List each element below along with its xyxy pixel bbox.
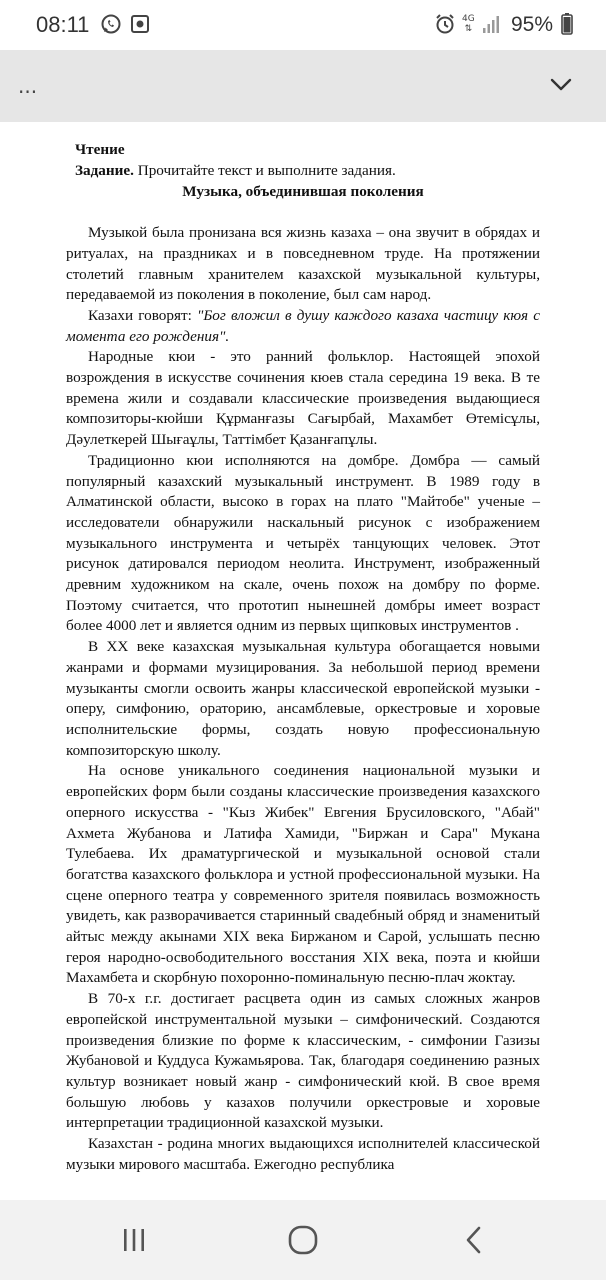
paragraph-5: В XX веке казахская музыкальная культура обогащается новыми жанрами и формами музицирования. За небольшой период времени музыканты смогли освоить жанры классической европейской музыки - оперу, симфонию, ораторию, ансамблевые, оркестровые и хоровые исполнительские формы, создать новую профессиональную композиторскую школу. <box>66 638 540 759</box>
task-text: Прочитайте текст и выполните задания. <box>133 161 396 179</box>
paragraph-8: Казахстан - родина многих выдающихся исполнителей классической музыки мирового масштаба. Ежегодно республика <box>66 1135 540 1173</box>
paragraph-6: На основе уникального соединения национальной музыки и европейских форм были созданы классические произведения казахского оперного искусства - "Кыз Жибек" Евгения Брусиловского, "Абай" Ахмета Жубанова и Латифа Хамиди, "Биржан и Сара" Мукана Тулебаева. Их драматургической и музыкальной основой стали богатства казахского фольклора и устной профессиональной музыки. На сцене оперного театра у современного зрителя появилась возможность увидеть, как разворачивается старинный свадебный обряд и знаменитый айтыс между акынами XIX века Биржаном и Сарой, услышать песню героя народно-освободительного восстания XIX века, поэта и кюйши Махамбета и скорбную похоронно-поминальную песню-плач жоктау. <box>66 762 540 987</box>
recent-apps-icon[interactable] <box>104 1222 164 1258</box>
back-icon[interactable] <box>444 1222 504 1258</box>
network-type: 4G <box>462 14 475 24</box>
paragraph-2 <box>66 306 540 347</box>
screen-record-icon <box>130 12 150 36</box>
task-label: Задание. <box>75 161 134 179</box>
quote-lead: Казахи говорят: <box>88 306 197 324</box>
signal-bars-icon <box>482 12 500 36</box>
paragraph-3: Народные кюи - это ранний фольклор. Настоящей эпохой возрождения в искусстве сочинения кюев стала середина 19 века. В те времена жили и создавали классические произведения выдающиеся композиторы-кюйши Құрманғазы Сағырбай, Махамбет Өтемісұлы, Дәулеткерей Шығаұлы, Таттімбет Қазанғапұлы. <box>66 348 540 449</box>
paragraph-4: Традиционно кюи исполняются на домбре. Домбра — самый популярный казахский музыкальный инструмент. В 1989 году в Алматинской области, высоко в горах на плато "Майтобе" ученые – исследователи обнаружили наскальный рисунок с изображением музыкального инструмента и четырёх танцующих человек. Этот рисунок датировался периодом неолита. Инструмент, изображенный древним художником на скале, очень похож на домбру по форме. Поэтому считается, что прототип нынешней домбры имеет возраст более 4000 лет и является одним из первых щипковых инструментов . <box>66 451 540 635</box>
chevron-down-icon[interactable] <box>546 72 576 98</box>
more-options-button[interactable]: ... <box>18 74 38 98</box>
paragraph-1: Музыкой была пронизана вся жизнь казаха – она звучит в обрядах и ритуалах, на праздниках и в повседневном труде. На протяжении столетий главным хранителем казахской музыкальной культуры, передаваемой из поколения в поколение, был сам народ. <box>66 224 540 304</box>
4g-signal-icon: 4G ⇅ <box>462 14 475 34</box>
home-icon[interactable] <box>273 1222 333 1258</box>
document-title: Музыка, объединившая поколения <box>182 183 424 201</box>
whatsapp-icon <box>100 12 122 36</box>
battery-icon <box>561 12 573 36</box>
clock: 08:11 <box>36 12 90 37</box>
viewer-toolbar <box>0 50 606 122</box>
battery-percent: 95% <box>511 13 554 36</box>
navigation-bar <box>0 1200 606 1280</box>
task-line <box>75 161 540 182</box>
document-page[interactable] <box>0 122 606 1200</box>
alarm-icon <box>434 12 456 36</box>
paragraph-7: В 70-х г.г. достигает расцвета один из самых сложных жанров европейской инструментальной музыки – симфонический. Создаются произведения близкие по форме к классическим, - симфонии Газизы Жубановой и Куддуса Кужамьярова. Так, благодаря соединению разных культур возникает новый жанр - симфонический кюй. В свое время большую любовь у казахов получили оркестровые и хоровые интерпретации традиционной казахской музыки. <box>66 990 540 1132</box>
document-text <box>66 140 540 1175</box>
section-heading: Чтение <box>75 141 125 158</box>
status-bar <box>0 0 606 50</box>
quote-text: "Бог вложил в душу каждого казаха частицу кюя с момента его рождения". <box>66 306 540 345</box>
